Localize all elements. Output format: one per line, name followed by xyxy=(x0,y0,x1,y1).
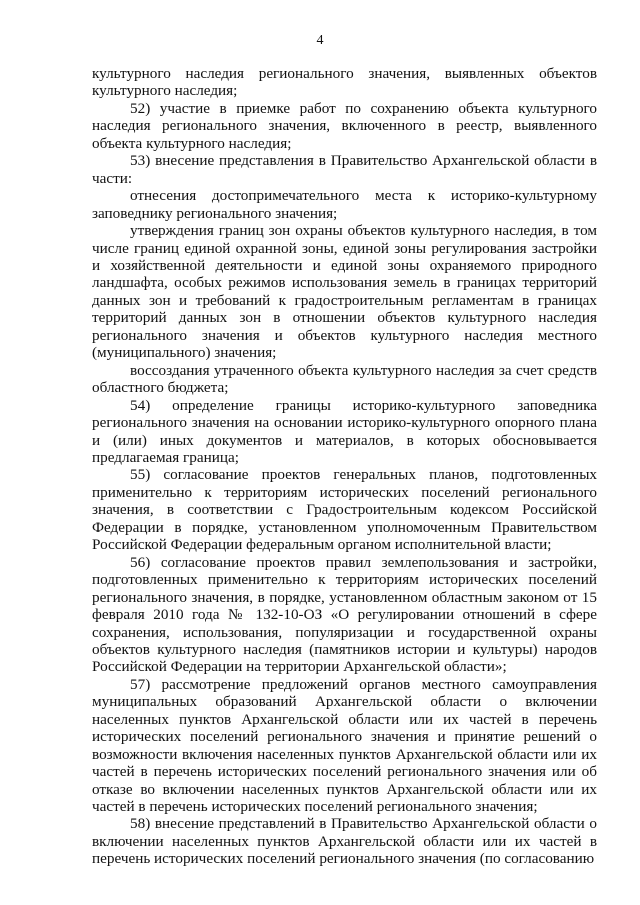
page-number: 4 xyxy=(316,33,324,48)
paragraph-sub-protection-zones: утверждения границ зон охраны объектов культурного наследия, в том числе границ единой охранной зоны, единой зоны регулирования застройки и хозяйственной деятельности и единой зоны охраняемого природного ландшафта, особых режимов использования земель в границах территорий данных зон и требований к градостроительным регламентам в границах территорий данных зон в отношении объектов культурного наследия регионального значения и объектов культурного наследия местного (муниципального) значения; xyxy=(92,222,597,362)
paragraph-item-56: 56) согласование проектов правил землепользования и застройки, подготовленных применительно к территориям исторических поселений регионального значения, в порядке, установленном областным законом от 15 февраля 2010 года № 132-10-ОЗ «О регулировании отношений в сфере сохранения, использования, популяризации и государственной охраны объектов культурного наследия (памятников истории и культуры) народов Российской Федерации на территории Архангельской области»; xyxy=(92,553,597,676)
paragraph-sub-assignment: отнесения достопримечательного места к историко-культурному заповеднику регионального значения; xyxy=(92,187,597,222)
paragraph-continuation: культурного наследия регионального значения, выявленных объектов культурного наследия; xyxy=(92,65,597,100)
document-body xyxy=(92,65,597,868)
paragraph-item-55: 55) согласование проектов генеральных планов, подготовленных применительно к территориям исторических поселений регионального значения, в соответствии с Градостроительным кодексом Российской Федерации в порядке, установленном уполномоченным Правительством Российской Федерации федеральным органом исполнительной власти; xyxy=(92,466,597,554)
paragraph-item-52: 52) участие в приемке работ по сохранению объекта культурного наследия регионального значения, включенного в реестр, выявленного объекта культурного наследия; xyxy=(92,99,597,152)
paragraph-item-57: 57) рассмотрение предложений органов местного самоуправления муниципальных образований Архангельской области о включении населенных пунктов Архангельской области или их частей в перечень исторических поселений регионального значения и принятие решений о возможности включения населенных пунктов Архангельской области или их частей в перечень исторических поселений регионального значения или об отказе во включении населенных пунктов Архангельской области или их частей в перечень исторических поселений регионального значения; xyxy=(92,675,597,816)
paragraph-item-53: 53) внесение представления в Правительство Архангельской области в части: xyxy=(92,152,597,187)
paragraph-sub-restoration: воссоздания утраченного объекта культурного наследия за счет средств областного бюджета; xyxy=(92,361,597,397)
paragraph-item-58: 58) внесение представлений в Правительство Архангельской области о включении населенных пунктов Архангельской области или их частей в перечень исторических поселений регионального значения (по согласованию xyxy=(92,815,597,868)
paragraph-item-54: 54) определение границы историко-культурного заповедника регионального значения на основании историко-культурного опорного плана и (или) иных документов и материалов, в которых обосновывается предлагаемая граница; xyxy=(92,396,597,466)
